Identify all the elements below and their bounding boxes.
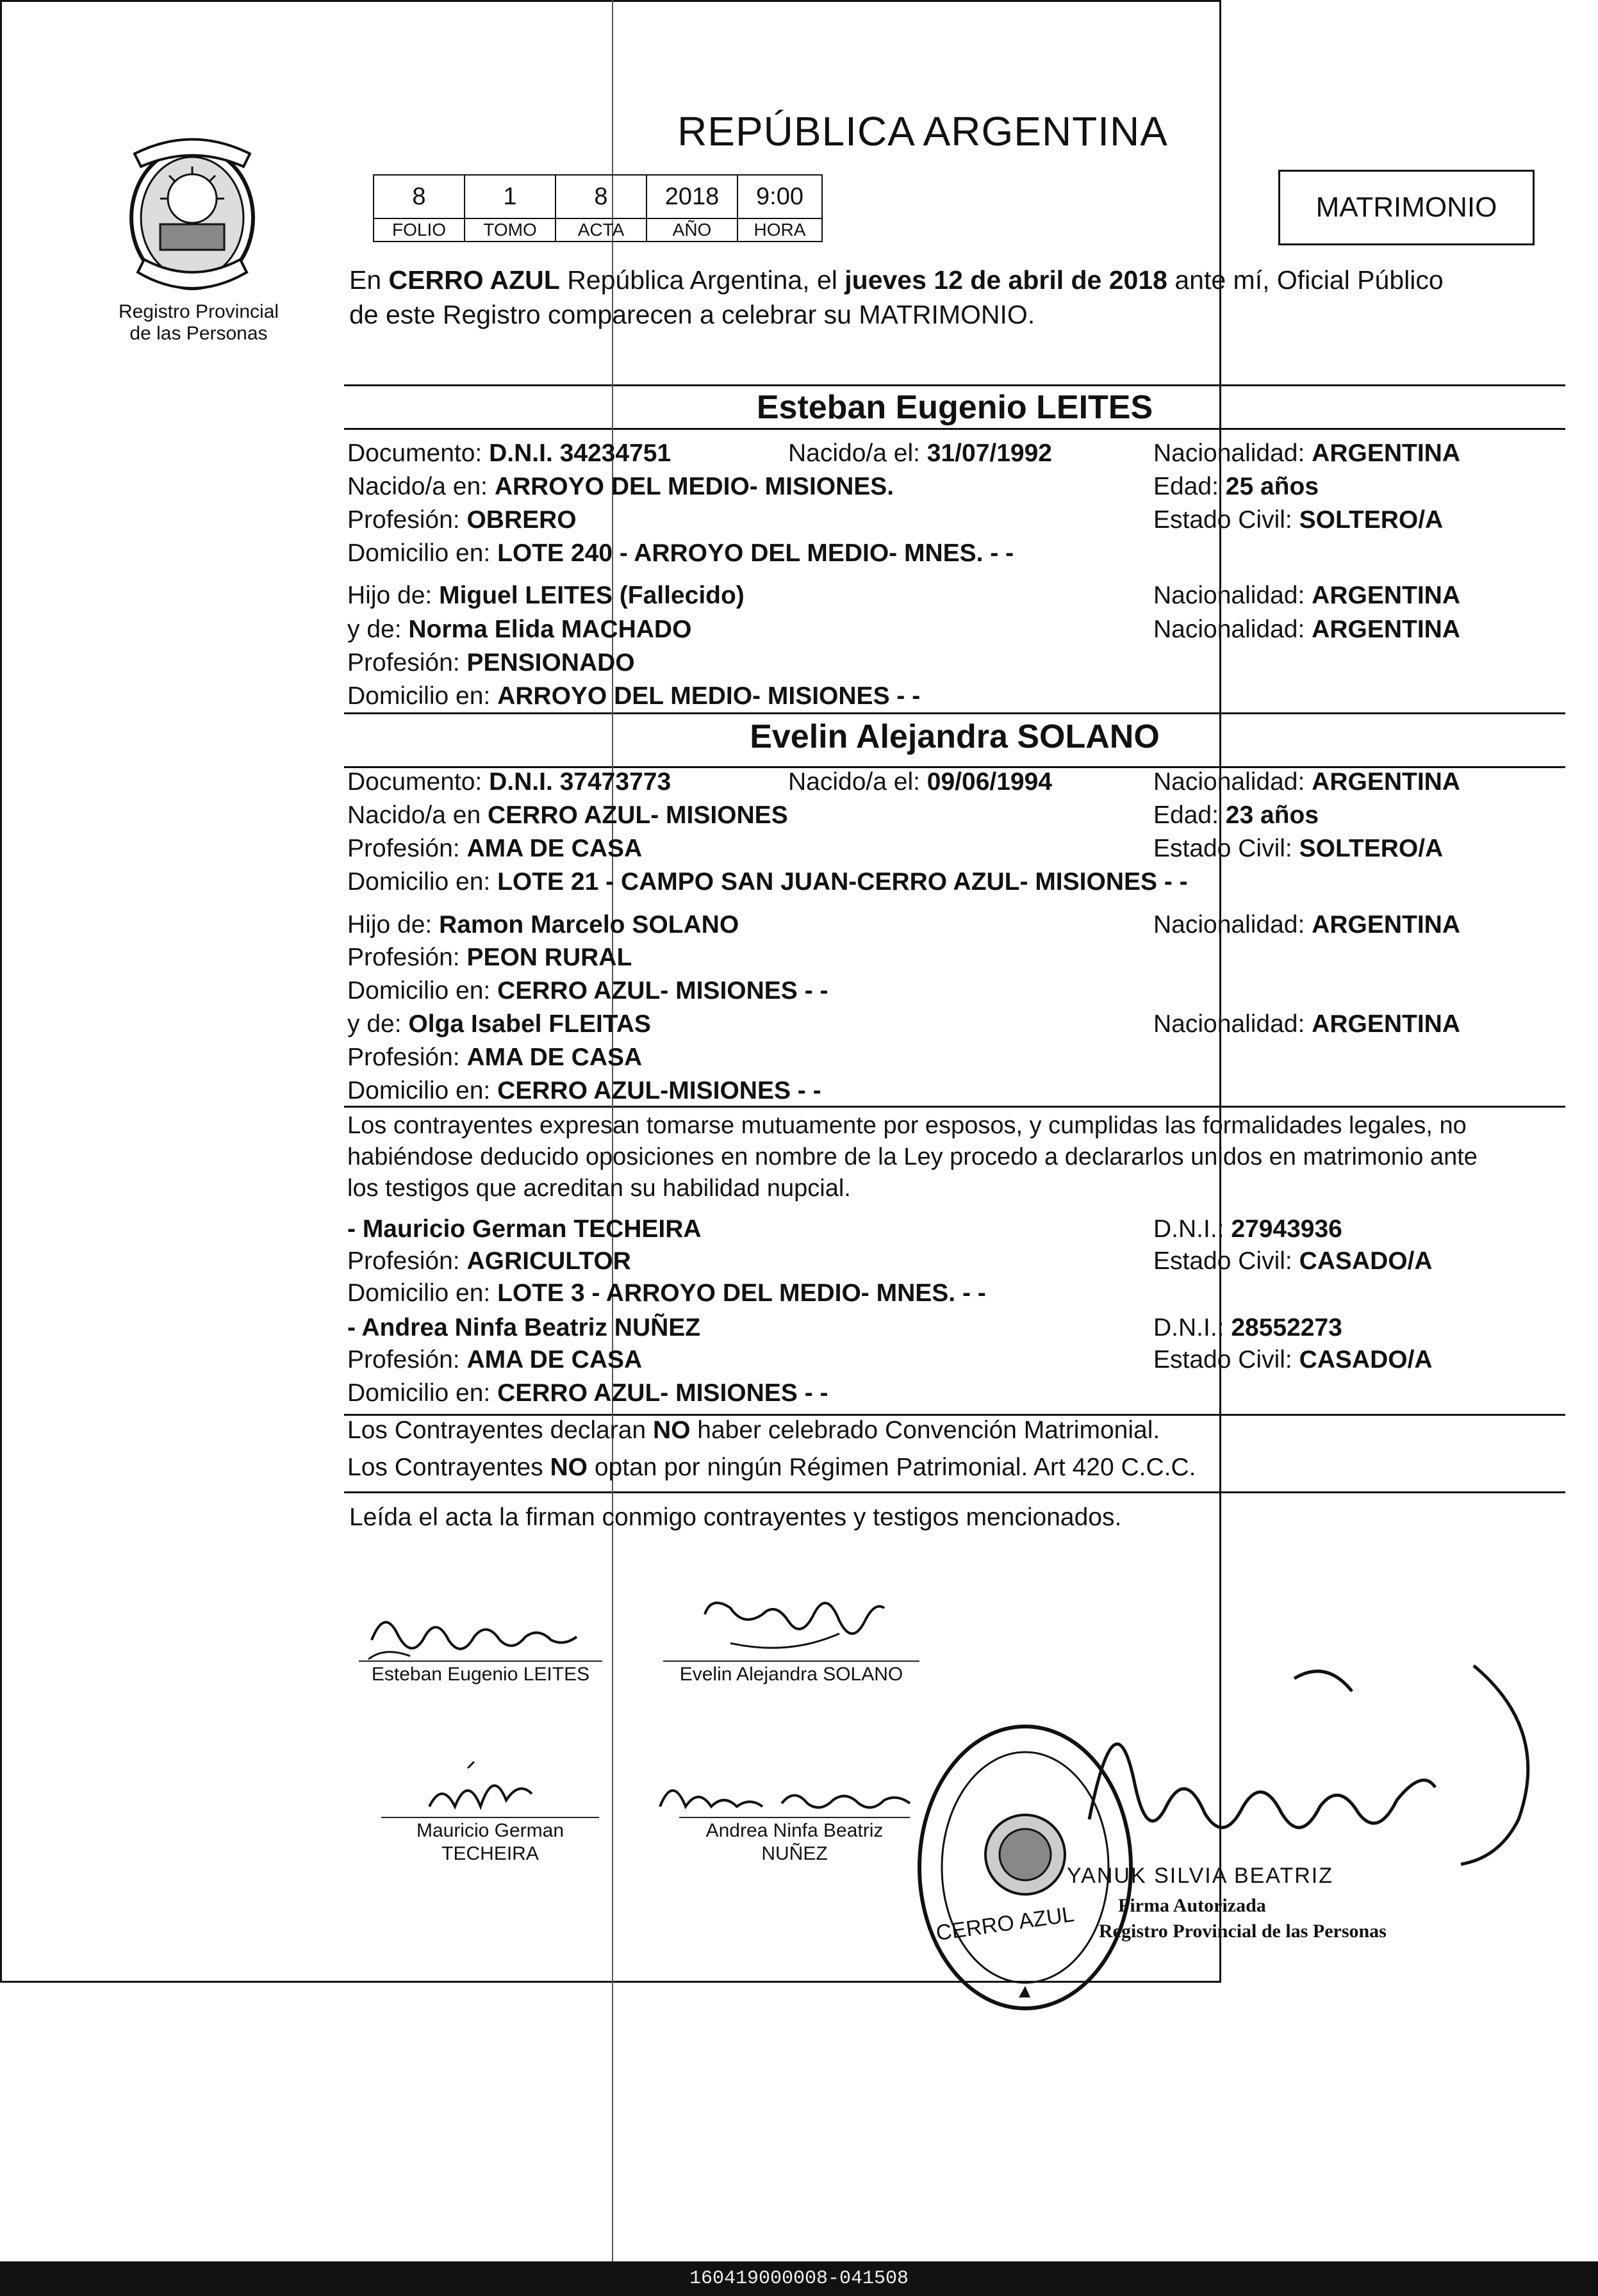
official-name: YANUK SILVIA BEATRIZ xyxy=(1067,1864,1333,1888)
signature-label-line: Andrea Ninfa Beatriz xyxy=(705,1820,884,1841)
act-type-box: MATRIMONIO xyxy=(1278,170,1535,245)
witness1-dni xyxy=(1153,1213,1342,1245)
field-label: Nacido/a en xyxy=(347,801,488,829)
official-org: Registro Provincial de las Personas xyxy=(1099,1921,1387,1942)
convention-no: NO xyxy=(550,1454,588,1481)
signature-line xyxy=(663,1660,919,1662)
field-label: Profesión: xyxy=(347,1247,467,1275)
spouse2-address xyxy=(347,866,1188,898)
folio-value: 8 xyxy=(374,175,465,218)
field-value: LOTE 240 - ARROYO DEL MEDIO- MNES. - - xyxy=(497,539,1014,567)
signature-line xyxy=(359,1660,602,1662)
divider xyxy=(344,1491,1565,1493)
spouse2-name: Evelin Alejandra SOLANO xyxy=(750,718,1160,755)
spouse1-profession xyxy=(347,504,577,536)
field-value: ARROYO DEL MEDIO- MISIONES. xyxy=(494,473,894,500)
spouse1-mother xyxy=(347,614,691,646)
spouse1-born xyxy=(788,438,1052,470)
witness2-profession xyxy=(347,1344,642,1376)
field-label: Profesión: xyxy=(347,944,467,971)
folio-table xyxy=(373,174,823,242)
field-label: Profesión: xyxy=(347,1346,467,1374)
field-value: SOLTERO/A xyxy=(1299,506,1444,534)
spouse1-civil-status xyxy=(1153,504,1443,536)
field-label: y de: xyxy=(347,1010,409,1038)
patrimonial-regime-line xyxy=(347,1452,1196,1484)
anio-label: AÑO xyxy=(647,218,737,242)
spouse2-mother-nationality xyxy=(1153,1008,1460,1040)
witness2-name: - Andrea Ninfa Beatriz NUÑEZ xyxy=(347,1314,701,1341)
official-role: Firma Autorizada xyxy=(1118,1895,1266,1916)
spouse1-father xyxy=(347,580,745,612)
field-value: CASADO/A xyxy=(1299,1346,1433,1374)
field-label: D.N.I.: xyxy=(1153,1215,1231,1243)
field-value: PEON RURAL xyxy=(466,944,632,971)
field-value: CERRO AZUL- MISIONES xyxy=(487,801,788,829)
field-label: Domicilio en: xyxy=(347,868,498,896)
intro-line2: de este Registro comparecen a celebrar su MATRIMONIO. xyxy=(349,300,1035,329)
spouse2-civil-status xyxy=(1153,833,1443,865)
signature-label-line: NUÑEZ xyxy=(761,1843,828,1864)
field-label: Domicilio en: xyxy=(347,1379,498,1407)
field-label: Estado Civil: xyxy=(1153,1346,1299,1374)
field-value: D.N.I. 37473773 xyxy=(489,768,671,796)
folio-label: FOLIO xyxy=(374,218,465,242)
field-label: Domicilio en: xyxy=(347,977,498,1004)
registry-label-line2: de las Personas xyxy=(129,323,268,344)
field-value: ARGENTINA xyxy=(1312,616,1461,643)
spouse1-address xyxy=(347,537,1014,570)
field-value: Norma Elida MACHADO xyxy=(408,616,692,643)
spouse1-parents-address xyxy=(347,680,920,712)
acta-value: 8 xyxy=(556,175,647,218)
field-value: ARGENTINA xyxy=(1312,1010,1461,1038)
spouse1-name: Esteban Eugenio LEITES xyxy=(756,389,1153,426)
field-value: 25 años xyxy=(1225,473,1319,500)
field-value: AGRICULTOR xyxy=(466,1247,631,1275)
spouse1-birthplace xyxy=(347,471,894,503)
intro-text: En xyxy=(349,265,389,295)
anio-value: 2018 xyxy=(647,175,737,218)
field-label: Domicilio en: xyxy=(347,539,498,567)
field-label: Profesión: xyxy=(347,835,467,862)
signature-official xyxy=(1076,1653,1557,1883)
spouse2-birthplace xyxy=(347,800,788,832)
field-label: Nacionalidad: xyxy=(1153,439,1312,467)
spouse1-doc xyxy=(347,438,671,470)
field-value: CERRO AZUL-MISIONES - - xyxy=(497,1077,821,1104)
spouse1-father-nationality xyxy=(1153,580,1460,612)
stamp-place: CERRO AZUL xyxy=(934,1902,1076,1946)
field-label: Profesión: xyxy=(347,649,467,676)
witness2-address xyxy=(347,1377,828,1409)
field-value: Miguel LEITES (Fallecido) xyxy=(439,582,745,609)
intro-line1 xyxy=(349,264,1444,296)
field-value: LOTE 3 - ARROYO DEL MEDIO- MNES. - - xyxy=(497,1279,986,1307)
intro-place: CERRO AZUL xyxy=(388,265,560,295)
field-value: 31/07/1992 xyxy=(927,439,1052,467)
field-value: ARGENTINA xyxy=(1312,439,1461,467)
spouse2-father xyxy=(347,909,739,941)
spouse1-age xyxy=(1153,471,1319,503)
field-label: Estado Civil: xyxy=(1153,1247,1299,1275)
field-value: 28552273 xyxy=(1231,1314,1342,1341)
field-label: D.N.I.: xyxy=(1153,1314,1231,1341)
field-label: Profesión: xyxy=(347,506,467,534)
convention-line xyxy=(347,1414,1160,1447)
field-value: LOTE 21 - CAMPO SAN JUAN-CERRO AZUL- MISIONES - - xyxy=(497,868,1188,896)
acta-label: ACTA xyxy=(556,218,647,242)
country-title: REPÚBLICA ARGENTINA xyxy=(677,108,1168,154)
spouse2-father-address xyxy=(347,975,828,1007)
field-value: CASADO/A xyxy=(1299,1247,1433,1275)
spouse2-father-profession xyxy=(347,942,632,974)
signature-label-witness1 xyxy=(381,1819,599,1866)
intro-text: ante mí, Oficial Público xyxy=(1167,265,1444,295)
field-label: Domicilio en: xyxy=(347,682,498,710)
spouse2-mother xyxy=(347,1008,651,1040)
document-footer-code: 160419000008-041508 xyxy=(0,2261,1598,2296)
witness1-address xyxy=(347,1277,986,1309)
convention-text: Los Contrayentes declaran xyxy=(347,1416,653,1444)
convention-text: Los Contrayentes xyxy=(347,1454,550,1481)
field-value: PENSIONADO xyxy=(466,649,635,676)
divider xyxy=(344,428,1565,430)
registry-label xyxy=(103,301,295,345)
field-label: Documento: xyxy=(347,439,490,467)
field-label: Nacido/a el: xyxy=(788,439,927,467)
field-label: Edad: xyxy=(1153,801,1226,829)
field-label: Nacionalidad: xyxy=(1153,768,1312,796)
signature-label-witness2 xyxy=(679,1819,910,1866)
spouse2-father-nationality xyxy=(1153,909,1460,941)
spouse1-mother-nationality xyxy=(1153,614,1460,646)
spouse2-age xyxy=(1153,800,1319,832)
field-label: Nacido/a el: xyxy=(788,768,927,796)
spouse2-doc xyxy=(347,766,671,798)
closing-statement: Leída el acta la firman conmigo contrayentes y testigos mencionados. xyxy=(349,1504,1122,1531)
signature-line xyxy=(381,1817,599,1818)
hora-value: 9:00 xyxy=(737,175,822,218)
signature-label-spouse1: Esteban Eugenio LEITES xyxy=(371,1664,590,1685)
spouse1-nationality xyxy=(1153,438,1460,470)
convention-text: optan por ningún Régimen Patrimonial. Art 420 C.C.C. xyxy=(588,1454,1196,1481)
field-label: Hijo de: xyxy=(347,582,440,609)
witness1-name: - Mauricio German TECHEIRA xyxy=(347,1215,702,1243)
witness2-civil-status xyxy=(1153,1344,1433,1376)
field-value: ARROYO DEL MEDIO- MISIONES - - xyxy=(497,682,921,710)
field-label: Nacido/a en: xyxy=(347,473,495,500)
signature-spouse2 xyxy=(692,1582,897,1666)
declaration-line1: Los contrayentes expresan tomarse mutuamente por esposos, y cumplidas las formalidades legales, no xyxy=(347,1112,1467,1139)
tomo-value: 1 xyxy=(465,175,556,218)
signature-line xyxy=(679,1817,910,1818)
spouse2-mother-profession xyxy=(347,1042,642,1074)
field-label: Estado Civil: xyxy=(1153,835,1299,862)
field-value: ARGENTINA xyxy=(1312,911,1461,939)
intro-date: jueves 12 de abril de 2018 xyxy=(844,265,1167,295)
witness1-profession xyxy=(347,1245,631,1277)
field-value: 09/06/1994 xyxy=(927,768,1052,796)
spouse1-mother-profession xyxy=(347,647,635,679)
witness2-dni xyxy=(1153,1312,1342,1344)
intro-text: República Argentina, el xyxy=(559,265,845,295)
field-label: Nacionalidad: xyxy=(1153,616,1312,643)
field-label: Estado Civil: xyxy=(1153,506,1299,534)
field-label: Documento: xyxy=(347,768,490,796)
field-label: Hijo de: xyxy=(347,911,440,939)
field-label: Nacionalidad: xyxy=(1153,1010,1312,1038)
declaration-line2: habiéndose deducido oposiciones en nombre de la Ley procedo a declararlos unidos en matrimonio ante xyxy=(347,1144,1478,1170)
signature-label-line: Mauricio German xyxy=(416,1820,564,1841)
spouse2-nationality xyxy=(1153,766,1460,798)
field-label: Nacionalidad: xyxy=(1153,911,1312,939)
field-label: Domicilio en: xyxy=(347,1077,498,1104)
witness1-civil-status xyxy=(1153,1245,1433,1277)
field-value: ARGENTINA xyxy=(1312,768,1461,796)
registry-label-line1: Registro Provincial xyxy=(118,301,279,322)
field-value: AMA DE CASA xyxy=(466,835,643,862)
field-value: Olga Isabel FLEITAS xyxy=(408,1010,651,1038)
field-value: AMA DE CASA xyxy=(466,1346,643,1374)
divider xyxy=(344,384,1565,386)
field-value: ARGENTINA xyxy=(1312,582,1461,609)
field-value: CERRO AZUL- MISIONES - - xyxy=(497,1379,828,1407)
field-value: SOLTERO/A xyxy=(1299,835,1444,862)
spouse2-born xyxy=(788,766,1052,798)
field-label: Edad: xyxy=(1153,473,1226,500)
field-label: Profesión: xyxy=(347,1044,467,1071)
field-value: AMA DE CASA xyxy=(466,1044,643,1071)
field-label: y de: xyxy=(347,616,409,643)
signature-witness1 xyxy=(416,1755,545,1826)
tomo-label: TOMO xyxy=(465,218,556,242)
field-label: Domicilio en: xyxy=(347,1279,498,1307)
signature-label-spouse2: Evelin Alejandra SOLANO xyxy=(679,1664,903,1685)
convention-no: NO xyxy=(652,1416,691,1444)
hora-label: HORA xyxy=(737,218,822,242)
provincia-misiones-emblem xyxy=(115,128,269,301)
field-value: 27943936 xyxy=(1231,1215,1342,1243)
convention-text: haber celebrado Convención Matrimonial. xyxy=(690,1416,1160,1444)
field-value: Ramon Marcelo SOLANO xyxy=(439,911,739,939)
field-value: D.N.I. 34234751 xyxy=(489,439,671,467)
divider xyxy=(344,712,1565,714)
field-value: OBRERO xyxy=(466,506,577,534)
field-value: CERRO AZUL- MISIONES - - xyxy=(497,977,828,1004)
spouse2-profession xyxy=(347,833,642,865)
declaration-line3: los testigos que acreditan su habilidad nupcial. xyxy=(347,1175,851,1202)
field-label: Nacionalidad: xyxy=(1153,582,1312,609)
signature-label-line: TECHEIRA xyxy=(441,1843,539,1864)
spouse2-mother-address xyxy=(347,1075,821,1107)
field-value: 23 años xyxy=(1225,801,1319,829)
